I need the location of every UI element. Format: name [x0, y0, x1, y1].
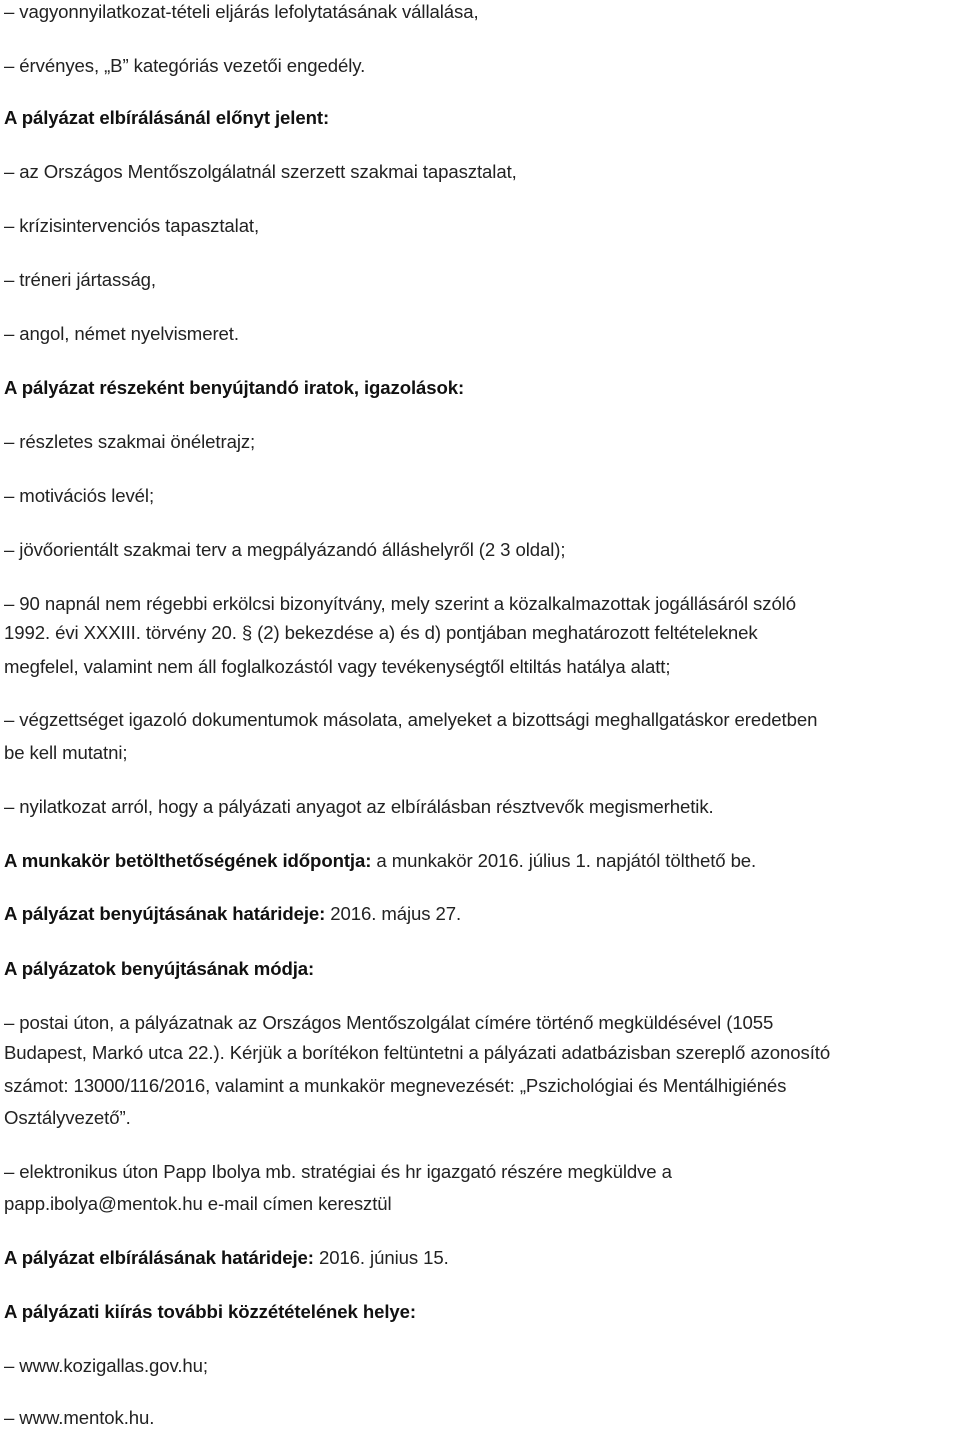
submission-deadline-label: A pályázat benyújtásának határideje:: [4, 903, 326, 924]
advantage-oms-experience: – az Országos Mentőszolgálatnál szerzett szakmai tapasztalat,: [4, 161, 517, 182]
document-certificate-line-3: megfelel, valamint nem áll foglalkozástól vagy tevékenységtől eltiltás hatálya alatt;: [4, 656, 671, 677]
method-postal-line-4: Osztályvezető”.: [4, 1107, 131, 1128]
document-motivation-letter: – motivációs levél;: [4, 485, 155, 506]
document-cv: – részletes szakmai önéletrajz;: [4, 431, 256, 452]
publication-heading: A pályázati kiírás további közzétételének helye:: [4, 1301, 416, 1322]
publication-item-mentok: – www.mentok.hu.: [4, 1407, 155, 1428]
advantage-languages: – angol, német nyelvismeret.: [4, 323, 239, 344]
evaluation-deadline-row: [4, 1247, 954, 1269]
advantage-crisis-intervention: – krízisintervenciós tapasztalat,: [4, 215, 260, 236]
advantage-trainer-skill: – tréneri jártasság,: [4, 269, 156, 290]
method-electronic-line-2: papp.ibolya@mentok.hu e-mail címen keresztül: [4, 1193, 392, 1214]
submission-deadline-row: [4, 903, 954, 925]
document-professional-plan: – jövőorientált szakmai terv a megpályázandó álláshelyről (2 3 oldal);: [4, 539, 566, 560]
requirement-driving-license: – érvényes, „B” kategóriás vezetői engedély.: [4, 55, 366, 76]
document-diploma-line-2: be kell mutatni;: [4, 742, 128, 763]
documents-heading: A pályázat részeként benyújtandó iratok, igazolások:: [4, 377, 465, 398]
start-date-label: A munkakör betölthetőségének időpontja:: [4, 850, 372, 871]
start-date-row: [4, 850, 954, 872]
requirement-asset-declaration: – vagyonnyilatkozat-tételi eljárás lefolytatásának vállalása,: [4, 1, 479, 22]
method-postal-line-2: Budapest, Markó utca 22.). Kérjük a borítékon feltüntetni a pályázati adatbázisban szereplő azonosító: [4, 1042, 831, 1063]
evaluation-deadline-value: 2016. június 15.: [313, 1247, 449, 1268]
submission-method-heading: A pályázatok benyújtásának módja:: [4, 958, 315, 979]
submission-deadline-value: 2016. május 27.: [325, 903, 462, 924]
start-date-value: a munkakör 2016. július 1. napjától tölthető be.: [371, 850, 757, 871]
evaluation-deadline-label: A pályázat elbírálásának határideje:: [4, 1247, 314, 1268]
method-electronic-line-1: – elektronikus úton Papp Ibolya mb. stratégiai és hr igazgató részére megküldve a: [4, 1161, 672, 1182]
method-postal-line-1: – postai úton, a pályázatnak az Országos Mentőszolgálat címére történő megküldésével (1055: [4, 1012, 774, 1033]
method-postal-line-3: számot: 13000/116/2016, valamint a munkakör megnevezését: „Pszichológiai és Mentálhigiénés: [4, 1075, 787, 1096]
document-diploma-line-1: – végzettséget igazoló dokumentumok másolata, amelyeket a bizottsági meghallgatáskor eredetben: [4, 709, 818, 730]
document-declaration: – nyilatkozat arról, hogy a pályázati anyagot az elbírálásban résztvevők megismerhetik.: [4, 796, 714, 817]
document-certificate-line-1: – 90 napnál nem régebbi erkölcsi bizonyítvány, mely szerint a közalkalmazottak jogállásáról szóló: [4, 593, 796, 614]
publication-item-kozigallas: – www.kozigallas.gov.hu;: [4, 1355, 208, 1376]
advantages-heading: A pályázat elbírálásánál előnyt jelent:: [4, 107, 330, 128]
document-certificate-line-2: 1992. évi XXXIII. törvény 20. § (2) bekezdése a) és d) pontjában meghatározott feltételeknek: [4, 622, 758, 643]
